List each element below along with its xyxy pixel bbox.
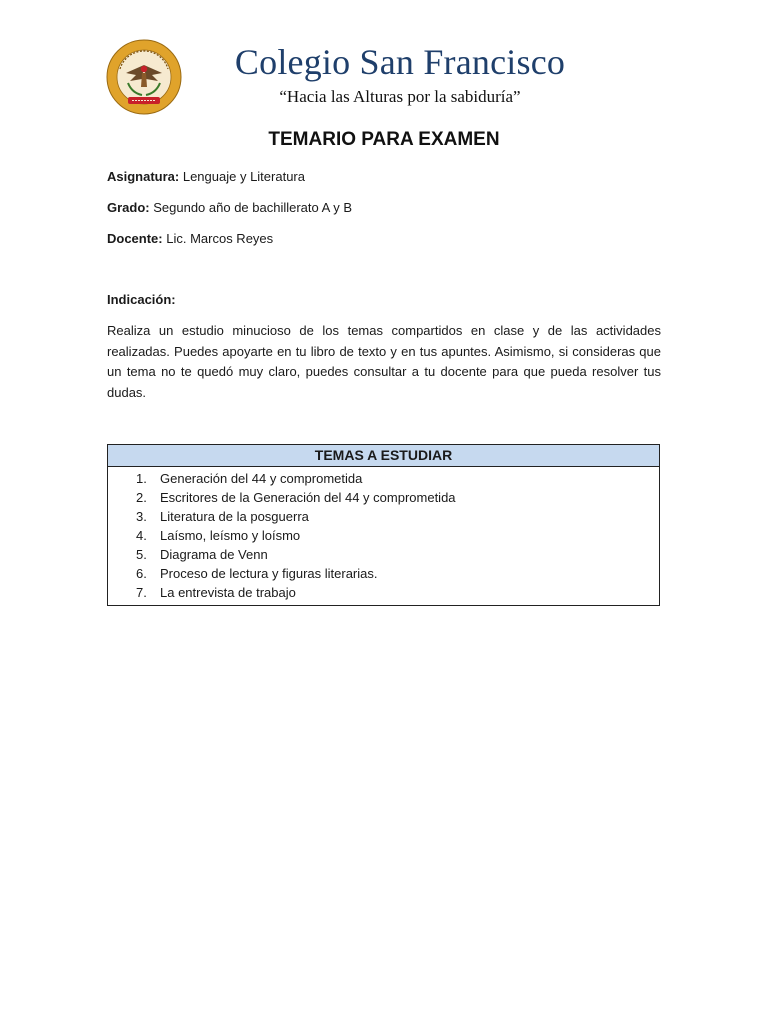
topic-text: Literatura de la posguerra xyxy=(160,509,309,524)
field-grado xyxy=(107,201,352,214)
field-docente-label: Docente: xyxy=(107,231,163,246)
topic-item xyxy=(108,507,659,526)
topic-number: 5. xyxy=(136,547,147,562)
topics-header: TEMAS A ESTUDIAR xyxy=(108,445,659,467)
indication-label: Indicación: xyxy=(107,292,176,307)
topic-item xyxy=(108,583,659,602)
topic-item xyxy=(108,488,659,507)
topic-item xyxy=(108,469,659,488)
document-title: TEMARIO PARA EXAMEN xyxy=(268,129,500,150)
topics-table xyxy=(107,444,660,606)
indication-text: Realiza un estudio minucioso de los temas compartidos en clase y de las actividades realizadas. Puedes apoyarte en tu libro de texto y en tus apuntes. Asimismo, si consideras que un tema no te quedó muy claro, puedes consultar a tu docente para que pueda resolver tus dudas. xyxy=(107,323,661,400)
field-asignatura xyxy=(107,170,305,183)
topic-number: 6. xyxy=(136,566,147,581)
topic-number: 7. xyxy=(136,585,147,600)
school-crest-logo xyxy=(106,39,182,115)
field-docente-value: Lic. Marcos Reyes xyxy=(162,231,274,246)
topic-number: 1. xyxy=(136,471,147,486)
topic-text: Escritores de la Generación del 44 y comprometida xyxy=(160,490,456,505)
school-motto: “Hacia las Alturas por la sabiduría” xyxy=(279,87,521,106)
topic-number: 4. xyxy=(136,528,147,543)
topic-text: La entrevista de trabajo xyxy=(160,585,296,600)
topic-item xyxy=(108,564,659,583)
topic-text: Proceso de lectura y figuras literarias. xyxy=(160,566,378,581)
field-asignatura-value: Lenguaje y Literatura xyxy=(179,169,305,184)
school-name: Colegio San Francisco xyxy=(234,42,566,82)
topic-item xyxy=(108,526,659,545)
topic-number: 2. xyxy=(136,490,147,505)
topic-number: 3. xyxy=(136,509,147,524)
field-docente xyxy=(107,232,273,245)
topic-text: Generación del 44 y comprometida xyxy=(160,471,363,486)
field-asignatura-label: Asignatura: xyxy=(107,169,180,184)
topics-list xyxy=(108,467,659,605)
field-grado-value: Segundo año de bachillerato A y B xyxy=(149,200,353,215)
topic-text: Laísmo, leísmo y loísmo xyxy=(160,528,301,543)
topic-text: Diagrama de Venn xyxy=(160,547,268,562)
topic-item xyxy=(108,545,659,564)
field-grado-label: Grado: xyxy=(107,200,150,215)
